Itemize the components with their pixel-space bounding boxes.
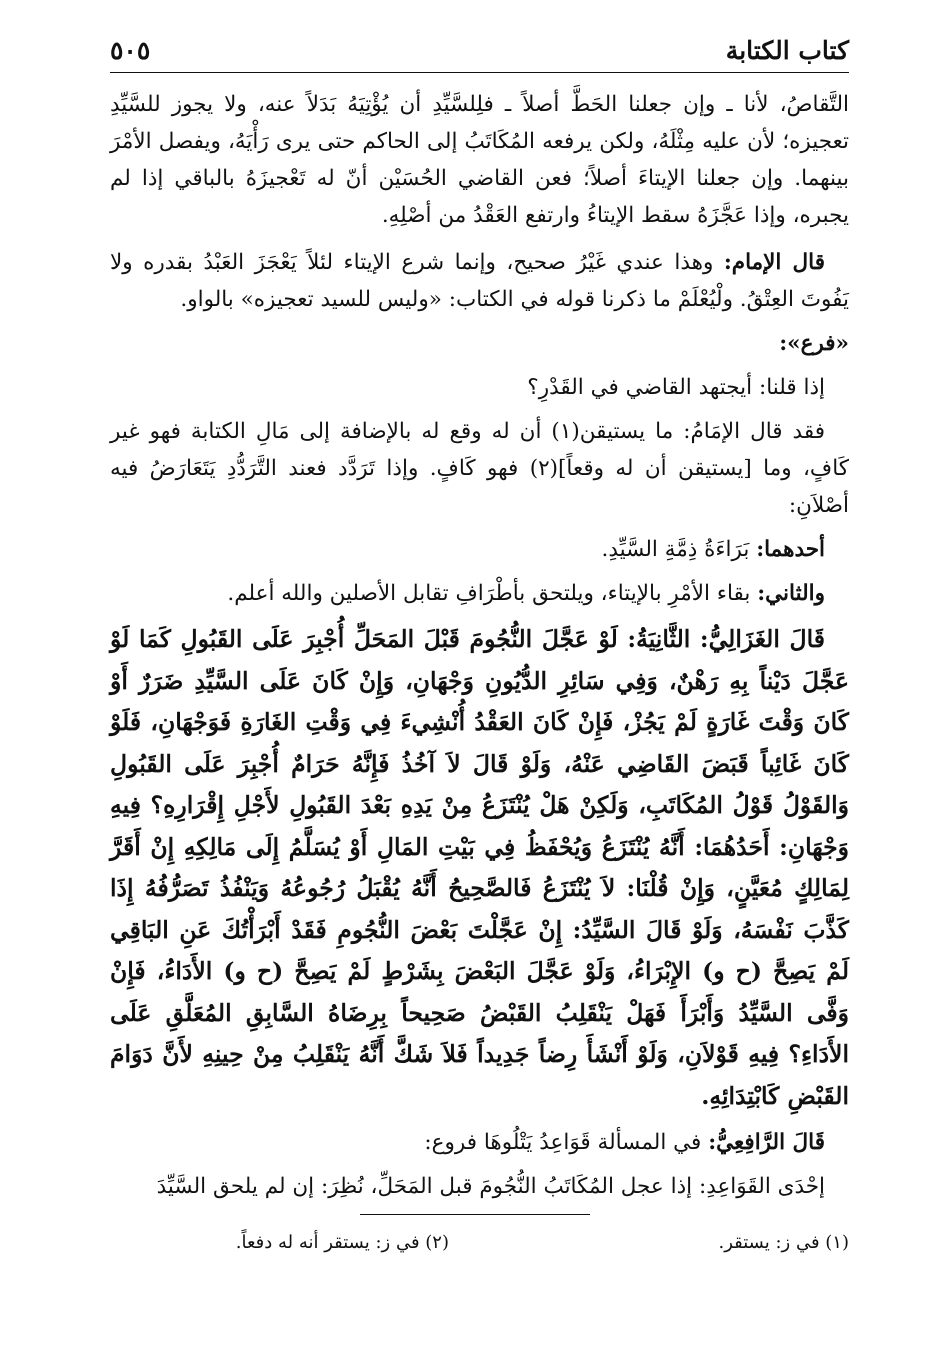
- second-lead: والثاني:: [757, 581, 825, 606]
- page-body: [110, 86, 849, 1212]
- first-lead: أحدهما:: [756, 537, 825, 562]
- paragraph-2: [110, 244, 849, 318]
- page-header: [110, 36, 849, 76]
- paragraph-1: التَّقاصُ، لأنا ـ وإن جعلنا الحَطَّ أصلاً ـ فلِلسَّيِّدِ أن يُؤْتِيَهُ بَدَلاً عنه، ولا يجوز للسَّيِّدِ تعجيزه؛ لأن عليه مِثْلَهُ، ولكن يرفعه المُكَاتَبُ إلى الحاكم حتى يرى رَأْيَهُ، ويفصل الأمْرَ بينهما. وإن جعلنا الإيتاءَ أصلاً؛ فعن القاضي الحُسَيْن أنّ له تَعْجيزَهُ بالباقي إذا لم يجبره، وإذا عَجَّزَهُ سقط الإيتاءُ وارتفع العَقْدُ من أصْلِهِ.: [110, 92, 849, 228]
- paragraph-5: فقد قال الإمَامُ: ما يستيقن(١) أن له وقع له بالإضافة إلى مَالِ الكتابة فهو غير كَافٍ، وما [يستيقن أن له وقعاً](٢) فهو كَافٍ. وإذا تَرَدَّد فعند التَّرَدُّدِ يَتَعَارَضُ فيه أصْلاَنِ:: [110, 419, 849, 518]
- paragraph-10: إحْدَى القَوَاعِدِ: إذا عجل المُكَاتَبُ النُّجُومَ قبل المَحَلِّ، نُظِرَ: إن لم يلحق السَّيِّدَ: [156, 1174, 825, 1199]
- paragraph-4: إذا قلنا: أيجتهد القاضي في القَدْرِ؟: [527, 375, 825, 400]
- paragraph-9-text: في المسألة قَوَاعِدُ يَتْلُوهَا فروع:: [424, 1130, 702, 1155]
- rafii-lead: قَالَ الرَّافِعِيُّ:: [708, 1130, 825, 1155]
- paragraph-9: [110, 1124, 849, 1161]
- paragraph-6-text: بَرَاءَةُ ذِمَّةِ السَّيِّدِ.: [601, 537, 750, 562]
- paragraph-6: [110, 531, 849, 568]
- header-rule: [110, 72, 849, 73]
- footnote-rule: [360, 1214, 590, 1215]
- page-number: ٥٠٥: [110, 36, 151, 65]
- ghazali-text: قَالَ الغَزَالِيُّ: الثَّانِيَةُ: لَوْ عَجَّلَ النُّجُومَ قَبْلَ المَحَلِّ أُجْبِرَ عَلَى القَبُولِ كَمَا لَوْ عَجَّلَ دَيْناً بِهِ رَهْنٌ، وَفِي سَائِرِ الدُّيُونِ وَجْهَانِ، وَإِنْ كَانَ عَلَى السَّيِّدِ ضَرَرٌ أَوْ كَانَ وَقْتَ غَارَةٍ لَمْ يَجُزْ، فَإِنْ كَانَ العَقْدُ أُنْشِيءَ فِي وَقْتِ الغَارَةِ فَوَجْهَانِ، فَلَوْ كَانَ غَائِباً قَبَضَ القَاضِي عَنْهُ، وَلَوْ قَالَ لاَ آخُذُ فَإِنَّهُ حَرَامٌ أُجْبِرَ عَلَى القَبُولِ وَالقَوْلُ قَوْلُ المُكَاتَبِ، وَلَكِنْ هَلْ يُنْتَزَعُ مِنْ يَدِهِ بَعْدَ القَبُولِ لأَجْلِ إِقْرَارِهِ؟ فِيهِ وَجْهَانِ: أَحَدُهُمَا: أَنَّهُ يُنْتَزَعُ وَيُحْفَظُ فِي بَيْتِ المَالِ أَوْ يُسَلَّمُ إِلَى مَالِكِهِ إِنْ أَقَرَّ لِمَالِكٍ مُعَيَّنٍ، وَإِنْ قُلْنَا: لاَ يُنْتَزَعُ فَالصَّحِيحُ أَنَّهُ يُقْبَلُ رُجُوعُهُ وَيَنْفُذُ تَصَرُّفُهُ إِذَا كَذَّبَ نَفْسَهُ، وَلَوْ قَالَ السَّيِّدُ: إِنْ عَجَّلْتَ بَعْضَ النُّجُومِ فَقَدْ أَبْرَأْتُكَ عَنِ البَاقِي لَمْ يَصِحَّ (ح و) الإِبْرَاءُ، وَلَوْ عَجَّلَ البَعْضَ بِشَرْطٍ لَمْ يَصِحَّ (ح و) الأَدَاءُ، فَإِنْ وَفَّى السَّيِّدُ وَأَبْرَأَ فَهَلْ يَنْقَلِبُ القَبْضُ صَحِيحاً بِرِضَاهُ السَّابِقِ المُعَلَّقِ عَلَى الأَدَاءِ؟ فِيهِ قَوْلاَنِ، وَلَوْ أَنْشَأَ رِضاً جَدِيداً فَلاَ شَكَّ أَنَّهُ يَنْقَلِبُ مِنْ حِينِهِ لأَنَّ دَوَامَ القَبْضِ كَابْتِدَائِهِ.: [110, 625, 849, 1110]
- footnotes: [110, 1232, 849, 1264]
- paragraph-7-text: بقاء الأمْرِ بالإيتاء، ويلتحق بأطْرَافِ تقابل الأصلين والله أعلم.: [227, 581, 751, 606]
- footnote-2: (٢) في ز: يستقر أنه له دفعاً.: [235, 1232, 449, 1253]
- paragraph-7: [110, 575, 849, 612]
- branch-heading: «فرع»:: [779, 331, 849, 356]
- running-title: كتاب الكتابة: [725, 36, 849, 65]
- paragraph-2-text: وهذا عندي غَيْرُ صحيح، وإنما شرع الإيتاء لئلاً يَعْجَزَ العَبْدُ بقدره ولا يَفُوتَ العِتْقُ. ولْيُعْلَمْ ما ذكرنا قوله في الكتاب: «وليس للسيد تعجيزه» بالواو.: [110, 250, 849, 312]
- footnote-1: (١) في ز: يستقر.: [718, 1232, 849, 1253]
- imam-lead: قال الإمام:: [723, 250, 825, 275]
